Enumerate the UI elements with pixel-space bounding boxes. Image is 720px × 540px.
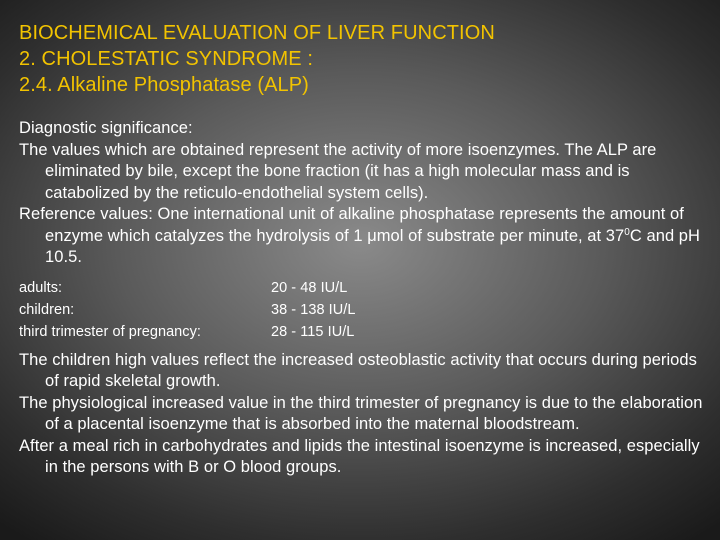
reference-label: third trimester of pregnancy: (19, 323, 201, 340)
reference-values-table (19, 277, 714, 343)
degree-superscript: 0 (624, 226, 630, 238)
paragraph-children: The children high values reflect the increased osteoblastic activity that occurs during periods of rapid skeletal growth. (19, 350, 697, 390)
paragraph-reference-values (19, 204, 714, 269)
title-line-3: 2.4. Alkaline Phosphatase (ALP) (19, 74, 309, 96)
section-heading: Diagnostic significance: (19, 119, 193, 137)
reference-row (19, 321, 714, 343)
reference-value: 38 - 138 IU/L (271, 301, 356, 318)
reference-label: children: (19, 301, 75, 318)
paragraph-meal: After a meal rich in carbohydrates and lipids the intestinal isoenzyme is increased, especially in the persons with B or O blood groups. (19, 436, 700, 476)
reference-row (19, 299, 714, 321)
reference-text-b: C and pH 10.5. (45, 226, 700, 266)
paragraph-isoenzymes: The values which are obtained represent the activity of more isoenzymes. The ALP are eliminated by bile, except the bone fraction (it has a high molecular mass and is catabolized by the reticulo-endothelial system cells). (19, 140, 657, 202)
slide-body (19, 118, 714, 479)
slide-title (19, 20, 699, 98)
reference-row (19, 277, 714, 299)
reference-value: 28 - 115 IU/L (271, 323, 355, 340)
title-line-1: BIOCHEMICAL EVALUATION OF LIVER FUNCTION (19, 22, 495, 44)
reference-label: adults: (19, 279, 63, 296)
reference-value: 20 - 48 IU/L (271, 279, 348, 296)
title-line-2: 2. CHOLESTATIC SYNDROME : (19, 48, 314, 70)
reference-text-a: Reference values: One international unit of alkaline phosphatase represents the amount of enzyme which catalyzes the hydrolysis of 1 μmol of substrate per minute, at 37 (19, 205, 684, 245)
paragraph-pregnancy: The physiological increased value in the third trimester of pregnancy is due to the elaboration of a placental isoenzyme that is absorbed into the maternal bloodstream. (19, 393, 703, 433)
